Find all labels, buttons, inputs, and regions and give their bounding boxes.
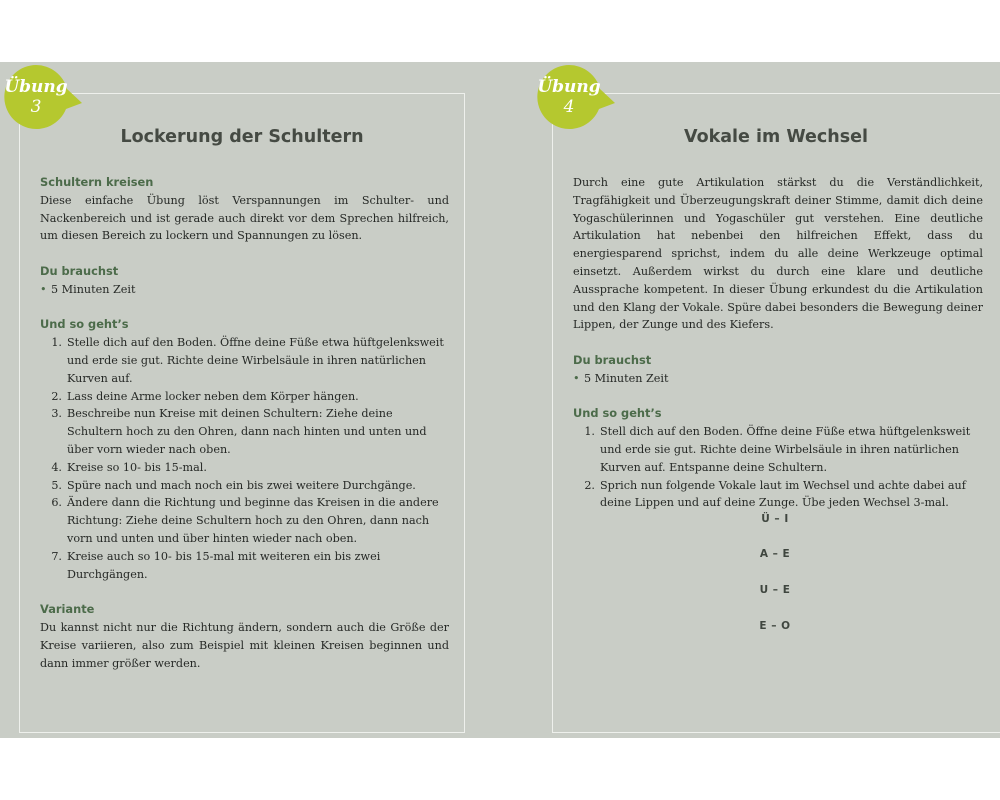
need-list-item [573, 370, 983, 388]
step-text: Sprich nun folgende Vokale laut im Wechsel und achte dabei auf deine Lippen und auf deine Zunge. Übe jeden Wechsel 3-mal. [600, 478, 966, 510]
vowel-pair: Ü – I [761, 513, 789, 525]
step-text: Kreise auch so 10- bis 15-mal mit weiteren ein bis zwei Durchgängen. [67, 549, 381, 581]
step-number: 1. [584, 425, 595, 439]
content-right [573, 174, 983, 512]
bullet-icon: • [573, 371, 580, 385]
badge-number: 3 [30, 97, 42, 117]
step-number: 2. [51, 389, 62, 403]
need-heading: Du brauchst [573, 352, 652, 367]
steps-heading: Und so geht’s [573, 406, 662, 421]
badge-label: Übung [537, 77, 601, 97]
step-item [40, 388, 449, 406]
step-number: 5. [51, 478, 62, 492]
step-item [40, 548, 449, 584]
exercise-badge-left [4, 65, 68, 129]
bullet-icon: • [40, 282, 47, 296]
exercise-badge-right [537, 65, 601, 129]
step-item [573, 477, 983, 513]
step-text: Stell dich auf den Boden. Öffne deine Füße etwa hüftgelenksweit und erde sie gut. Richte deine Wirbelsäule in ihren natürlichen Kurven auf. Entspanne deine Schultern. [600, 425, 971, 474]
step-number: 1. [51, 336, 62, 350]
step-text: Lass deine Arme locker neben dem Körper hängen. [67, 389, 359, 403]
intro-text: Diese einfache Übung löst Verspannungen im Schulter- und Nackenbereich und ist gerade auch direkt vor dem Sprechen hilfreich, um diesen Bereich zu lockern und Spannungen zu lösen. [40, 193, 449, 243]
steps-list [40, 334, 449, 583]
need-heading: Du brauchst [40, 263, 119, 278]
badge-shape [537, 65, 617, 131]
variant-text: Du kannst nicht nur die Richtung ändern, sondern auch die Größe der Kreise variieren, also zum Beispiel mit kleinen Kreisen beginnen und dann immer größer werden. [40, 620, 449, 670]
need-list-item [40, 281, 449, 299]
exercise-title-left: Lockerung der Schultern [120, 127, 364, 147]
step-number: 2. [584, 478, 595, 492]
step-item [573, 423, 983, 476]
step-text: Spüre nach und mach noch ein bis zwei weitere Durchgänge. [67, 478, 416, 492]
step-number: 4. [51, 460, 62, 474]
vowel-pair: U – E [759, 584, 791, 596]
step-text: Kreise so 10- bis 15-mal. [67, 460, 207, 474]
step-text: Ändere dann die Richtung und beginne das Kreisen in die andere Richtung: Ziehe deine Schultern hoch zu den Ohren, dann nach vorn und unten und über hinten wieder nach oben. [67, 496, 439, 545]
step-item [40, 459, 449, 477]
variant-heading: Variante [40, 602, 95, 617]
badge-number: 4 [563, 97, 575, 117]
vowel-pair: A – E [759, 548, 791, 560]
need-item-text: 5 Minuten Zeit [584, 371, 669, 385]
badge-shape [4, 65, 84, 131]
step-text: Beschreibe nun Kreise mit deinen Schultern: Ziehe deine Schultern hoch zu den Ohren, dann nach hinten und unten und über vorn wieder nach oben. [67, 407, 427, 456]
intro-text: Durch eine gute Artikulation stärkst du die Verständlichkeit, Tragfähigkeit und Überzeugungskraft deiner Stimme, damit dich deine Yogaschülerinnen und Yogaschüler gut verstehen. Eine deutliche Artikulation hat nebenbei den hilfreichen Effekt, dass du energiesparend sprichst, indem du alle deine Werkzeuge optimal einsetzt. Außerdem wirkst du durch eine klare und deutliche Aussprache kompetent. In dieser Übung erkundest du die Artikulation und den Klang der Vokale. Spüre dabei besonders die Bewegung deiner Lippen, der Zunge und des Kiefers. [573, 176, 983, 332]
exercise-title-right: Vokale im Wechsel [683, 127, 868, 147]
need-item-text: 5 Minuten Zeit [51, 282, 136, 296]
step-item [40, 334, 449, 387]
intro-heading: Schultern kreisen [40, 175, 154, 189]
steps-list [573, 423, 983, 512]
badge-label: Übung [4, 77, 68, 97]
vowel-pair: E – O [759, 620, 791, 632]
step-item [40, 494, 449, 547]
step-number: 3. [51, 407, 62, 421]
content-left [40, 174, 449, 672]
step-item [40, 477, 449, 495]
step-text: Stelle dich auf den Boden. Öffne deine Füße etwa hüftgelenksweit und erde sie gut. Richte deine Wirbelsäule in ihren natürlichen Kurven auf. [67, 336, 444, 385]
steps-heading: Und so geht’s [40, 317, 129, 332]
step-number: 7. [51, 549, 62, 563]
step-number: 6. [51, 496, 62, 510]
step-item [40, 405, 449, 458]
